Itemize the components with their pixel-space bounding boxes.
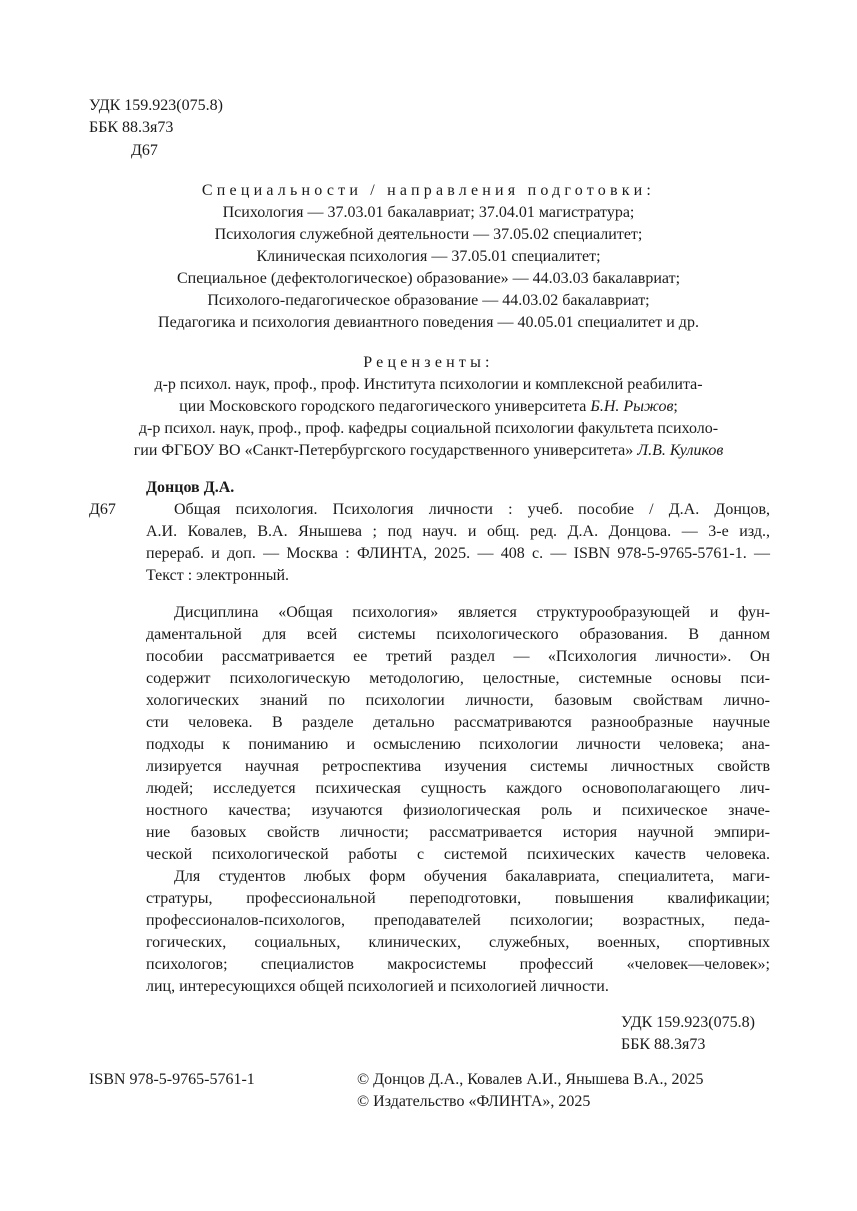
specialty-line: Педагогика и психология девиантного поведения — 40.05.01 специалитет и др. bbox=[158, 314, 699, 331]
abstract-line: подходы к пониманию и осмыслению психологии личности человека; ана- bbox=[146, 736, 770, 753]
abstract-line: пособии рассматривается ее третий раздел — «Психология личности». Он bbox=[146, 648, 770, 665]
audience-line-last: лиц, интересующихся общей психологией и психологией личности. bbox=[146, 978, 609, 995]
udk-code: УДК 159.923(075.8) bbox=[89, 97, 223, 114]
catalog-mark: Д67 bbox=[89, 501, 116, 518]
abstract-line: хологических знаний по психологии личности, базовым свойствам лично- bbox=[146, 692, 770, 709]
catalog-line: А.И. Ковалев, В.А. Янышева ; под науч. и общ. ред. Д.А. Донцова. — 3-е изд., bbox=[146, 523, 770, 540]
catalog-line-last: Текст : электронный. bbox=[146, 567, 290, 584]
reviewer-2-line-2 bbox=[0, 440, 857, 461]
abstract-line: ние базовых свойств личности; рассматривается история научной эмпири- bbox=[146, 824, 770, 841]
abstract-line: людей; исследуется психическая сущность каждого основополагающего лич- bbox=[146, 780, 770, 797]
reviewer-2-affiliation: гии ФГБОУ ВО «Санкт-Петербургского государственного университета» bbox=[133, 442, 638, 459]
footer-udk-code: УДК 159.923(075.8) bbox=[621, 1014, 755, 1031]
reviewer-2-line-1: д-р психол. наук, проф., проф. кафедры социальной психологии факультета психоло- bbox=[138, 420, 719, 437]
specialty-line: Клиническая психология — 37.05.01 специалитет; bbox=[256, 248, 601, 265]
footer-bbk-code: ББК 88.3я73 bbox=[621, 1036, 706, 1053]
abstract-line: Дисциплина «Общая психология» является структурообразующей и фун- bbox=[174, 604, 770, 621]
abstract-line: лизируется научная ретроспектива изучения системы личностных свойств bbox=[146, 758, 770, 775]
reviewers-heading: Рецензенты: bbox=[363, 354, 494, 371]
audience-line: Для студентов любых форм обучения бакалавриата, специалитета, маги- bbox=[174, 868, 770, 885]
specialty-line: Психология служебной деятельности — 37.05.02 специалитет; bbox=[214, 226, 643, 243]
specialty-line: Психолого-педагогическое образование — 44.03.02 бакалавриат; bbox=[207, 292, 650, 309]
abstract-line: содержит психологическую методологию, целостные, системные основы пси- bbox=[146, 670, 770, 687]
reviewer-1-end: ; bbox=[673, 398, 678, 415]
reviewer-1-line-1: д-р психол. наук, проф., проф. Института психологии и комплексной реабилита- bbox=[154, 376, 703, 393]
catalog-author: Донцов Д.А. bbox=[146, 479, 235, 496]
isbn: ISBN 978-5-9765-5761-1 bbox=[89, 1071, 255, 1088]
audience-line: профессионалов-психологов, преподавателей психологии; возрастных, педа- bbox=[146, 912, 770, 929]
abstract-line: ностного качества; изучаются физиологическая роль и психическое значе- bbox=[146, 802, 770, 819]
audience-line: стратуры, профессиональной переподготовки, повышения квалификации; bbox=[146, 890, 770, 907]
reviewer-1-affiliation: ции Московского городского педагогического университета bbox=[179, 398, 591, 415]
catalog-line: перераб. и доп. — Москва : ФЛИНТА, 2025. — 408 с. — ISBN 978-5-9765-5761-1. — bbox=[146, 545, 770, 562]
copyright-authors: © Донцов Д.А., Ковалев А.И., Янышева В.А., 2025 bbox=[357, 1071, 704, 1088]
specialties-heading: Специальности / направления подготовки: bbox=[201, 182, 656, 199]
reviewer-1-name: Б.Н. Рыжов bbox=[590, 398, 674, 415]
abstract-line: даментальной для всей системы психологического образования. В данном bbox=[146, 626, 770, 643]
catalog-line: Общая психология. Психология личности : учеб. пособие / Д.А. Донцов, bbox=[174, 501, 770, 518]
bbk-code: ББК 88.3я73 bbox=[89, 119, 174, 136]
copyright-publisher: © Издательство «ФЛИНТА», 2025 bbox=[357, 1093, 591, 1110]
audience-line: психологов; специалистов макросистемы профессий «человек—человек»; bbox=[146, 956, 770, 973]
specialty-line: Психология — 37.03.01 бакалавриат; 37.04.01 магистратура; bbox=[222, 204, 635, 221]
audience-line: гогических, социальных, клинических, служебных, военных, спортивных bbox=[146, 934, 770, 951]
reviewer-1-line-2 bbox=[0, 396, 857, 417]
abstract-line: сти человека. В разделе детально рассматриваются разнообразные научные bbox=[146, 714, 770, 731]
reviewer-2-name: Л.В. Куликов bbox=[637, 442, 724, 459]
author-mark: Д67 bbox=[131, 142, 158, 159]
abstract-line: ческой психологической работы с системой психических качеств человека. bbox=[146, 846, 770, 863]
specialty-line: Специальное (дефектологическое) образование» — 44.03.03 бакалавриат; bbox=[176, 270, 681, 287]
